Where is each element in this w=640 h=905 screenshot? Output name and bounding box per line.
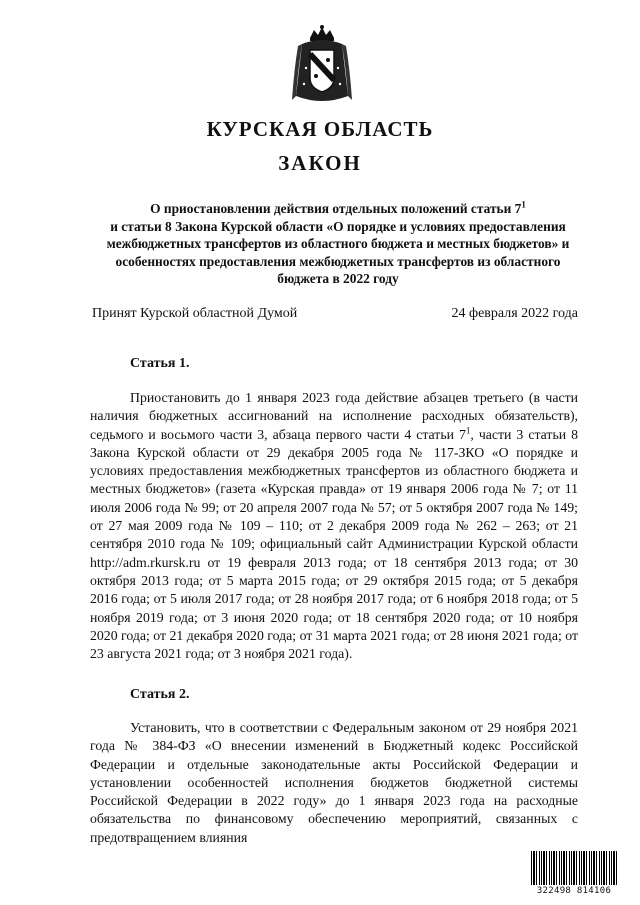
document-type: ЗАКОН xyxy=(278,151,362,175)
law-subject xyxy=(88,200,588,288)
barcode-bars xyxy=(531,851,617,885)
article-2-text xyxy=(90,719,578,847)
article-1-title: Статья 1. xyxy=(130,356,190,371)
adopted-by: Принят Курской областной Думой xyxy=(92,306,298,321)
adoption-row xyxy=(92,306,578,322)
subject-rest: и статьи 8 Закона Курской области «О порядке и условиях предоставления межбюджетных трансфертов из областного бюджета и местных бюджетов» и особенностях предоставления межбюджетных трансфертов из областного бюджета в 2022 году xyxy=(106,218,570,287)
region-title: КУРСКАЯ ОБЛАСТЬ xyxy=(206,117,434,141)
subject-line1: О приостановлении действия отдельных положений статьи 7 xyxy=(150,201,522,216)
article-1-text-part2: , части 3 статьи 8 Закона Курской области от 29 декабря 2005 года № 117-ЗКО «О порядке и условиях предоставления межбюджетных трансфертов из областного бюджета и местных бюджетов» (газета «Курская правда» от 19 января 2006 года № 7; от 11 июля 2006 года № 99; от 20 апреля 2007 года № 57; от 5 октября 2007 года № 149; от 27 мая 2009 года № 109 – 110; от 2 декабря 2009 года № 262 – 263; от 21 сентября 2010 года № 109; официальный сайт Администрации Курской области http://adm.rkursk.ru от 19 февраля 2013 года; от 18 сентября 2013 года; от 30 октября 2013 года; от 5 марта 2015 года; от 29 октября 2015 года; от 5 декабря 2016 года; от 5 июля 2017 года; от 28 ноября 2017 года; от 6 ноября 2018 года; от 5 ноября 2019 года; от 3 июня 2020 года; от 18 сентября 2020 года; от 10 ноября 2020 года; от 21 декабря 2020 года; от 31 марта 2021 года; от 28 июня 2021 года; от 23 августа 2021 года; от 3 ноября 2021 года). xyxy=(90,426,579,662)
article-1-superscript: 1 xyxy=(465,425,471,435)
barcode-number: 322498 814106 xyxy=(536,886,612,896)
coat-of-arms-icon xyxy=(288,24,356,108)
article-1-text xyxy=(90,389,578,663)
article-2-text-body: Установить, что в соответствии с Федеральным законом от 29 ноября 2021 года № 384-ФЗ «О внесении изменений в Бюджетный кодекс Российской Федерации и отдельные законодательные акты Российской Федерации и установлении особенностей исполнения бюджетов бюджетной системы Российской Федерации в 2022 году» до 1 января 2023 года на расходные обязательства по финансовому обеспечению мероприятий, связанных с предотвращением влияния xyxy=(90,720,578,845)
article-1-text-part1: Приостановить до 1 января 2023 года действие абзацев третьего (в части наличия бюджетных ассигнований на исполнение расходных обязательств), седьмого и восьмого части 3, абзаца первого части 4 статьи 7 xyxy=(90,390,578,442)
barcode xyxy=(531,851,617,899)
subject-superscript: 1 xyxy=(521,199,526,210)
article-2-title: Статья 2. xyxy=(130,687,190,702)
adoption-date: 24 февраля 2022 года xyxy=(451,306,578,321)
